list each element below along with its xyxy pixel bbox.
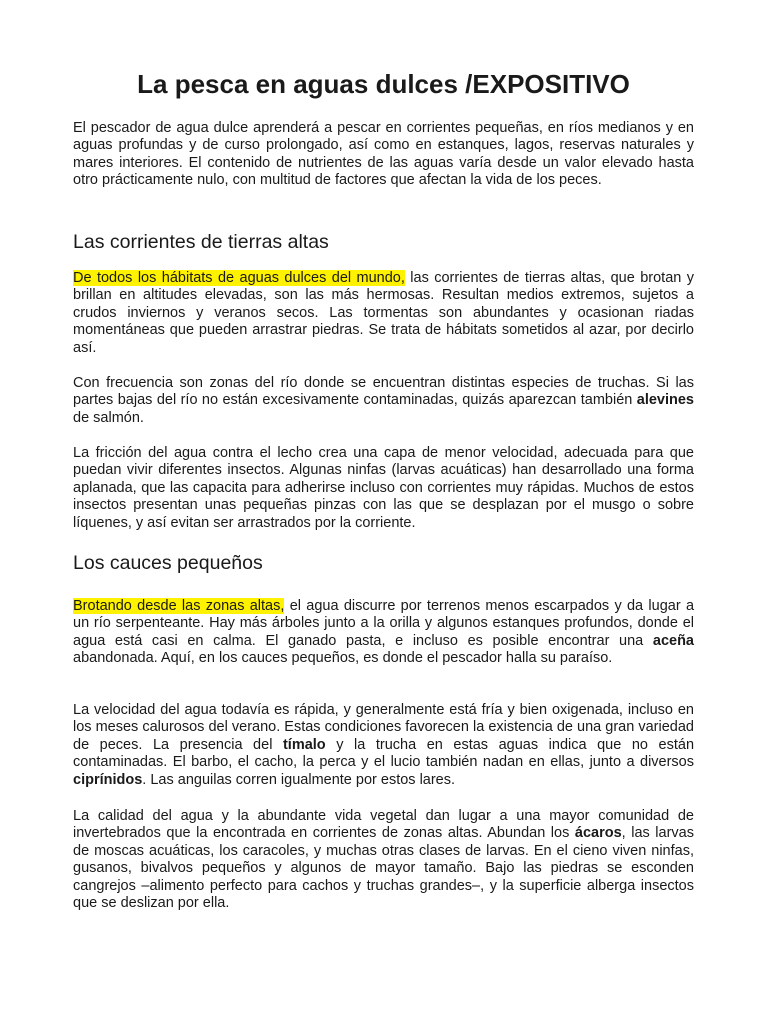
paragraph-text: , las larvas de moscas acuáticas, los caracoles, y muchas otras clases de larvas. En el cieno viven ninfas, gusanos, bivalvos pequeños y algunos de mayor tamaño. Bajo las piedras se esconden cangrejos –alimento perfecto para cachos y truchas grandes–, y la superficie alberga insectos que se deslizan por ella.: [73, 825, 694, 912]
paragraph-text: el agua discurre por terrenos menos escarpados y da lugar a un río serpenteante. Hay más árboles junto a la orilla y algunos estanques profundos, donde el agua está casi en calma. El ganado pasta, e incluso es posible encontrar una: [73, 598, 695, 649]
intro-paragraph: El pescador de agua dulce aprenderá a pescar en corrientes pequeñas, en ríos medianos y en aguas profundas y de curso prolongado, así como en estanques, lagos, reservas naturales y mares interiores. El contenido de nutrientes de las aguas varía desde un valor elevado hasta otro prácticamente nulo, con multitud de factores que afectan la vida de los peces.: [73, 120, 694, 189]
paragraph-text: abandonada. Aquí, en los cauces pequeños, es donde el pescador halla su paraíso.: [73, 650, 613, 667]
bold-term-ciprinidos: ciprínidos: [73, 771, 143, 788]
bold-term-acaros: ácaros: [574, 825, 622, 842]
section1-paragraph-3: La fricción del agua contra el lecho crea una capa de menor velocidad, adecuada para que puedan vivir diferentes insectos. Algunas ninfas (larvas acuáticas) han desarrollado una forma aplanada, que las capacita para adherirse incluso con corrientes muy rápidas. Muchos de estos insectos presentan unas pequeñas pinzas con las que se desplazan por el musgo o sobre líquenes, y así evitan ser arrastrados por la corriente.: [73, 445, 694, 531]
paragraph-text: La velocidad del agua todavía es rápida, y generalmente está fría y bien oxigenada, incluso en los meses calurosos del verano. Estas condiciones favorecen la existencia de una gran variedad de peces. La presencia del: [73, 702, 694, 753]
section1-paragraph-2: [73, 375, 694, 427]
paragraph-text: Con frecuencia son zonas del río donde se encuentran distintas especies de truchas. Si las partes bajas del río no están excesivamente contaminadas, quizás aparezcan también: [73, 375, 694, 409]
paragraph-text: de salmón.: [73, 409, 144, 426]
highlighted-text: De todos los hábitats de aguas dulces del mundo,: [73, 270, 405, 286]
section2-paragraph-3: [73, 808, 694, 912]
section2-paragraph-1: [73, 598, 694, 668]
paragraph-text: las corrientes de tierras altas, que brotan y brillan en altitudes elevadas, son las más hermosas. Resultan medios extremos, sujetos a crudos inviernos y veranos secos. Las tormentas son abundantes y ocasionan riadas momentáneas que pueden arrastrar piedras. Se trata de hábitats sometidos al azar, por decirlo así.: [73, 270, 694, 356]
highlighted-text: Brotando desde las zonas altas,: [73, 598, 285, 614]
bold-term-acena: aceña: [652, 632, 694, 649]
section-heading-cauces-pequenos: Los cauces pequeños: [73, 552, 263, 574]
bold-term-alevines: alevines: [636, 392, 694, 409]
document-title: La pesca en aguas dulces /EXPOSITIVO: [137, 69, 630, 99]
paragraph-text: La calidad del agua y la abundante vida vegetal dan lugar a una mayor comunidad de invertebrados que la encontrada en corrientes de zonas altas. Abundan los: [73, 808, 694, 842]
section2-paragraph-2: [73, 702, 694, 789]
paragraph-text: . Las anguilas corren igualmente por estos lares.: [142, 771, 456, 788]
paragraph-text: y la trucha en estas aguas indica que no están contaminadas. El barbo, el cacho, la perca y el lucio también nadan en ellas, junto a diversos: [73, 736, 695, 771]
section1-paragraph-1: [73, 270, 694, 357]
bold-term-timalo: tímalo: [282, 736, 326, 753]
section-heading-tierras-altas: Las corrientes de tierras altas: [73, 231, 329, 253]
